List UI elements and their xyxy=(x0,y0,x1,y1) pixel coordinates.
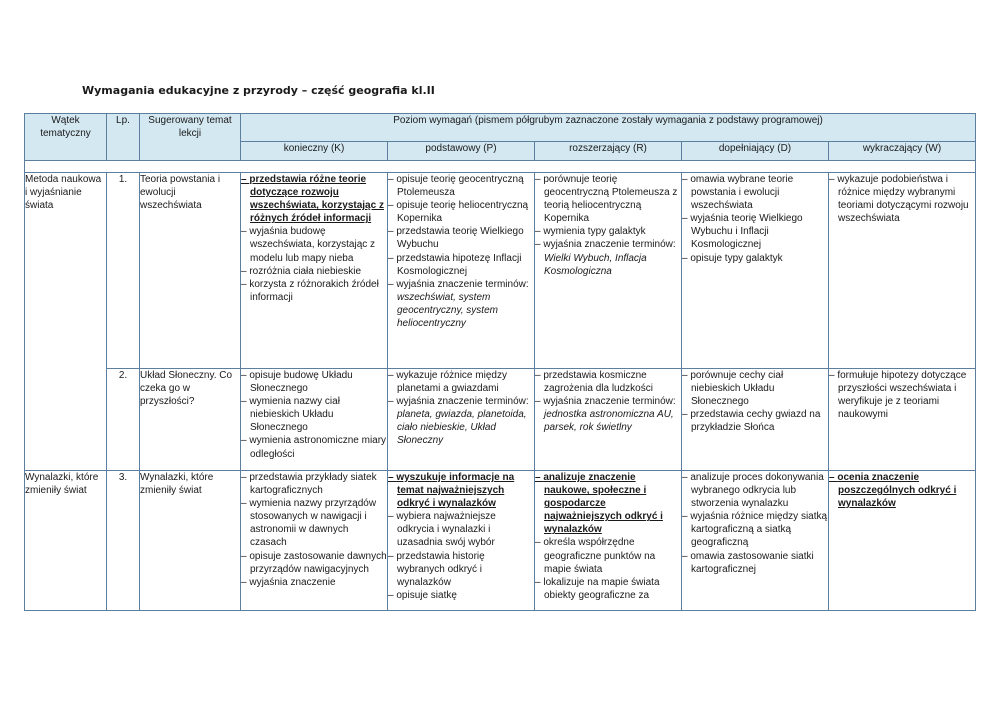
requirement-text: opisuje budowę Układu Słonecznego xyxy=(249,370,353,395)
requirement-text: opisuje teorię geocentryczną Ptolemeusza xyxy=(396,174,524,199)
table-row xyxy=(25,173,976,369)
requirement-text: korzysta z różnorakich źródeł informacji xyxy=(249,278,379,303)
requirement-text: wyjaśnia znaczenie terminów: xyxy=(396,278,529,290)
requirement-text: porównuje cechy ciał niebieskich Układu Słonecznego xyxy=(690,370,784,408)
requirement-list xyxy=(829,369,975,421)
requirement-terms: planeta, gwiazda, planetoida, ciało niebieskie, Układ Słoneczny xyxy=(397,409,527,447)
requirement-item xyxy=(388,199,534,225)
requirement-list xyxy=(388,471,534,602)
requirement-item xyxy=(829,471,975,510)
lp-cell: 2. xyxy=(107,369,140,471)
requirement-item xyxy=(241,395,387,434)
requirement-item xyxy=(241,225,387,264)
requirement-list xyxy=(241,173,387,304)
requirement-text: ocenia znaczenie poszczególnych odkryć i wynalazków xyxy=(837,472,957,510)
requirement-item xyxy=(535,369,681,395)
requirement-item xyxy=(535,576,681,602)
requirement-text: wyjaśnia teorię Wielkiego Wybuchu i Inflacji Kosmologicznej xyxy=(690,213,803,251)
level-r-cell xyxy=(535,369,682,471)
header-level-r: rozszerzający (R) xyxy=(535,142,682,161)
requirement-text: wymienia astronomiczne miary odległości xyxy=(249,435,387,460)
requirement-item xyxy=(682,173,828,212)
requirement-text: wyjaśnia znaczenie terminów: xyxy=(543,239,676,251)
requirement-text: przedstawia historię wybranych odkryć i wynalazków xyxy=(396,550,485,588)
requirement-text: opisuje typy galaktyk xyxy=(690,252,783,264)
requirement-item xyxy=(241,173,387,225)
requirement-item xyxy=(241,265,387,278)
level-w-cell xyxy=(829,369,976,471)
requirement-item xyxy=(388,471,534,510)
requirement-item xyxy=(535,238,681,277)
requirement-list xyxy=(682,471,828,576)
requirement-list xyxy=(535,471,681,602)
requirement-item xyxy=(682,471,828,510)
requirement-item xyxy=(388,252,534,278)
requirement-text: formułuje hipotezy dotyczące przyszłości wszechświata i weryfikuje je z teoriami naukowymi xyxy=(837,370,967,421)
level-r-cell xyxy=(535,471,682,611)
header-lesson: Sugerowany temat lekcji xyxy=(140,114,241,161)
requirement-item xyxy=(682,510,828,549)
requirement-text: przedstawia teorię Wielkiego Wybuchu xyxy=(396,226,524,251)
requirement-terms: Wielki Wybuch, Inflacja Kosmologiczna xyxy=(544,252,647,277)
header-level-w: wykraczający (W) xyxy=(829,142,976,161)
requirement-text: przedstawia hipotezę Inflacji Kosmologicznej xyxy=(396,252,522,277)
header-lp: Lp. xyxy=(107,114,140,161)
requirement-item xyxy=(388,395,534,447)
requirement-text: przedstawia kosmiczne zagrożenia dla ludzkości xyxy=(543,370,653,395)
topic-cell: Wynalazki, które zmieniły świat xyxy=(25,471,107,611)
header-level-p: podstawowy (P) xyxy=(388,142,535,161)
header-level-d: dopełniający (D) xyxy=(682,142,829,161)
lesson-cell: Układ Słoneczny. Co czeka go w przyszłości? xyxy=(140,369,241,471)
requirement-text: omawia zastosowanie siatki kartograficznej xyxy=(690,550,814,575)
requirement-text: wykazuje różnice między planetami a gwiazdami xyxy=(396,370,507,395)
requirement-item xyxy=(241,497,387,549)
requirement-text: wyszukuje informacje na temat najważniejszych odkryć i wynalazków xyxy=(396,472,515,510)
requirement-item xyxy=(388,510,534,549)
requirement-list xyxy=(241,471,387,589)
level-p-cell xyxy=(388,471,535,611)
requirement-item xyxy=(682,550,828,576)
table-row xyxy=(25,369,976,471)
requirement-item xyxy=(829,369,975,421)
requirement-item xyxy=(682,212,828,251)
requirement-item xyxy=(388,225,534,251)
requirement-item xyxy=(535,173,681,225)
table-row xyxy=(25,471,976,611)
requirement-item xyxy=(241,278,387,304)
requirement-text: opisuje siatkę xyxy=(396,589,457,601)
requirement-text: wyjaśnia znaczenie terminów: xyxy=(396,396,529,408)
lp-cell: 3. xyxy=(107,471,140,611)
requirement-text: przedstawia przykłady siatek kartograficznych xyxy=(249,472,377,497)
requirement-item xyxy=(241,576,387,589)
requirement-item xyxy=(535,471,681,536)
level-p-cell xyxy=(388,369,535,471)
document-title: Wymagania edukacyjne z przyrody – część geografia kl.II xyxy=(82,84,435,97)
requirement-text: wymienia typy galaktyk xyxy=(543,226,646,238)
level-k-cell xyxy=(241,173,388,369)
requirement-text: opisuje zastosowanie dawnych przyrządów nawigacyjnych xyxy=(249,550,387,575)
requirement-text: wymienia nazwy przyrządów stosowanych w nawigacji i astronomii w dawnych czasach xyxy=(249,498,377,549)
requirement-item xyxy=(388,589,534,602)
requirement-text: opisuje teorię heliocentryczną Kopernika xyxy=(396,200,529,225)
level-w-cell xyxy=(829,471,976,611)
requirement-list xyxy=(829,173,975,225)
requirement-text: analizuje proces dokonywania wybranego odkrycia lub stworzenia wynalazku xyxy=(690,472,824,510)
requirement-item xyxy=(388,278,534,330)
requirement-text: rozróżnia ciała niebieskie xyxy=(249,265,362,277)
requirement-list xyxy=(388,173,534,330)
spacer-row xyxy=(25,161,976,173)
header-topic: Wątek tematyczny xyxy=(25,114,107,161)
requirement-item xyxy=(241,434,387,460)
requirement-item xyxy=(241,471,387,497)
requirement-item xyxy=(829,173,975,225)
level-d-cell xyxy=(682,173,829,369)
level-p-cell xyxy=(388,173,535,369)
requirement-text: omawia wybrane teorie powstania i ewolucji wszechświata xyxy=(690,174,794,212)
requirement-text: wymienia nazwy ciał niebieskich Układu Słonecznego xyxy=(249,396,340,434)
header-level-k: konieczny (K) xyxy=(241,142,388,161)
requirement-terms: jednostka astronomiczna AU, parsek, rok świetlny xyxy=(544,409,674,434)
requirement-text: wyjaśnia znaczenie xyxy=(249,576,336,588)
requirement-list xyxy=(682,173,828,265)
requirement-text: porównuje teorię geocentryczną Ptolemeusza z teorią heliocentryczną Kopernika xyxy=(543,174,678,225)
level-k-cell xyxy=(241,369,388,471)
level-d-cell xyxy=(682,369,829,471)
requirement-text: przedstawia cechy gwiazd na przykładzie Słońca xyxy=(690,409,821,434)
topic-cell: Metoda naukowa i wyjaśnianie świata xyxy=(25,173,107,471)
requirement-item xyxy=(535,395,681,434)
requirement-text: określa współrzędne geograficzne punktów na mapie świata xyxy=(543,537,656,575)
level-d-cell xyxy=(682,471,829,611)
requirement-text: wybiera najważniejsze odkrycia i wynalazki i uzasadnia swój wybór xyxy=(396,511,496,549)
requirement-item xyxy=(682,252,828,265)
requirement-item xyxy=(535,225,681,238)
requirement-list xyxy=(535,369,681,434)
requirement-text: wyjaśnia budowę wszechświata, korzystając z modelu lub mapy nieba xyxy=(249,226,376,264)
requirement-item xyxy=(388,369,534,395)
requirement-text: wyjaśnia różnice między siatką kartograficzną a siatką geograficzną xyxy=(690,511,828,549)
requirement-list xyxy=(829,471,975,510)
requirement-item xyxy=(388,173,534,199)
requirement-list xyxy=(388,369,534,448)
requirement-text: wyjaśnia znaczenie terminów: xyxy=(543,396,676,408)
requirement-text: lokalizuje na mapie świata obiekty geograficzne za xyxy=(543,576,660,601)
header-requirement-level: Poziom wymagań (pismem półgrubym zaznaczone zostały wymagania z podstawy programowej) xyxy=(241,114,976,142)
requirements-table xyxy=(24,113,976,611)
level-r-cell xyxy=(535,173,682,369)
requirement-item xyxy=(682,369,828,408)
requirement-item xyxy=(241,550,387,576)
requirement-terms: wszechświat, system geocentryczny, system heliocentryczny xyxy=(397,291,498,330)
requirement-item xyxy=(241,369,387,395)
requirement-item xyxy=(682,408,828,434)
requirement-item xyxy=(535,536,681,575)
lesson-cell: Wynalazki, które zmieniły świat xyxy=(140,471,241,611)
requirement-item xyxy=(388,550,534,589)
requirement-text: wykazuje podobieństwa i różnice między wybranymi teoriami dotyczącymi rozwoju wszechświata xyxy=(837,174,969,225)
level-w-cell xyxy=(829,173,976,369)
requirement-text: analizuje znaczenie naukowe, społeczne i gospodarcze najważniejszych odkryć i wynalazków xyxy=(543,472,663,536)
lp-cell: 1. xyxy=(107,173,140,369)
requirement-list xyxy=(241,369,387,461)
requirement-list xyxy=(682,369,828,434)
level-k-cell xyxy=(241,471,388,611)
lesson-cell: Teoria powstania i ewolucji wszechświata xyxy=(140,173,241,369)
requirement-list xyxy=(535,173,681,278)
requirement-text: przedstawia różne teorie dotyczące rozwoju wszechświata, korzystając z różnych źródeł informacji xyxy=(249,174,384,225)
